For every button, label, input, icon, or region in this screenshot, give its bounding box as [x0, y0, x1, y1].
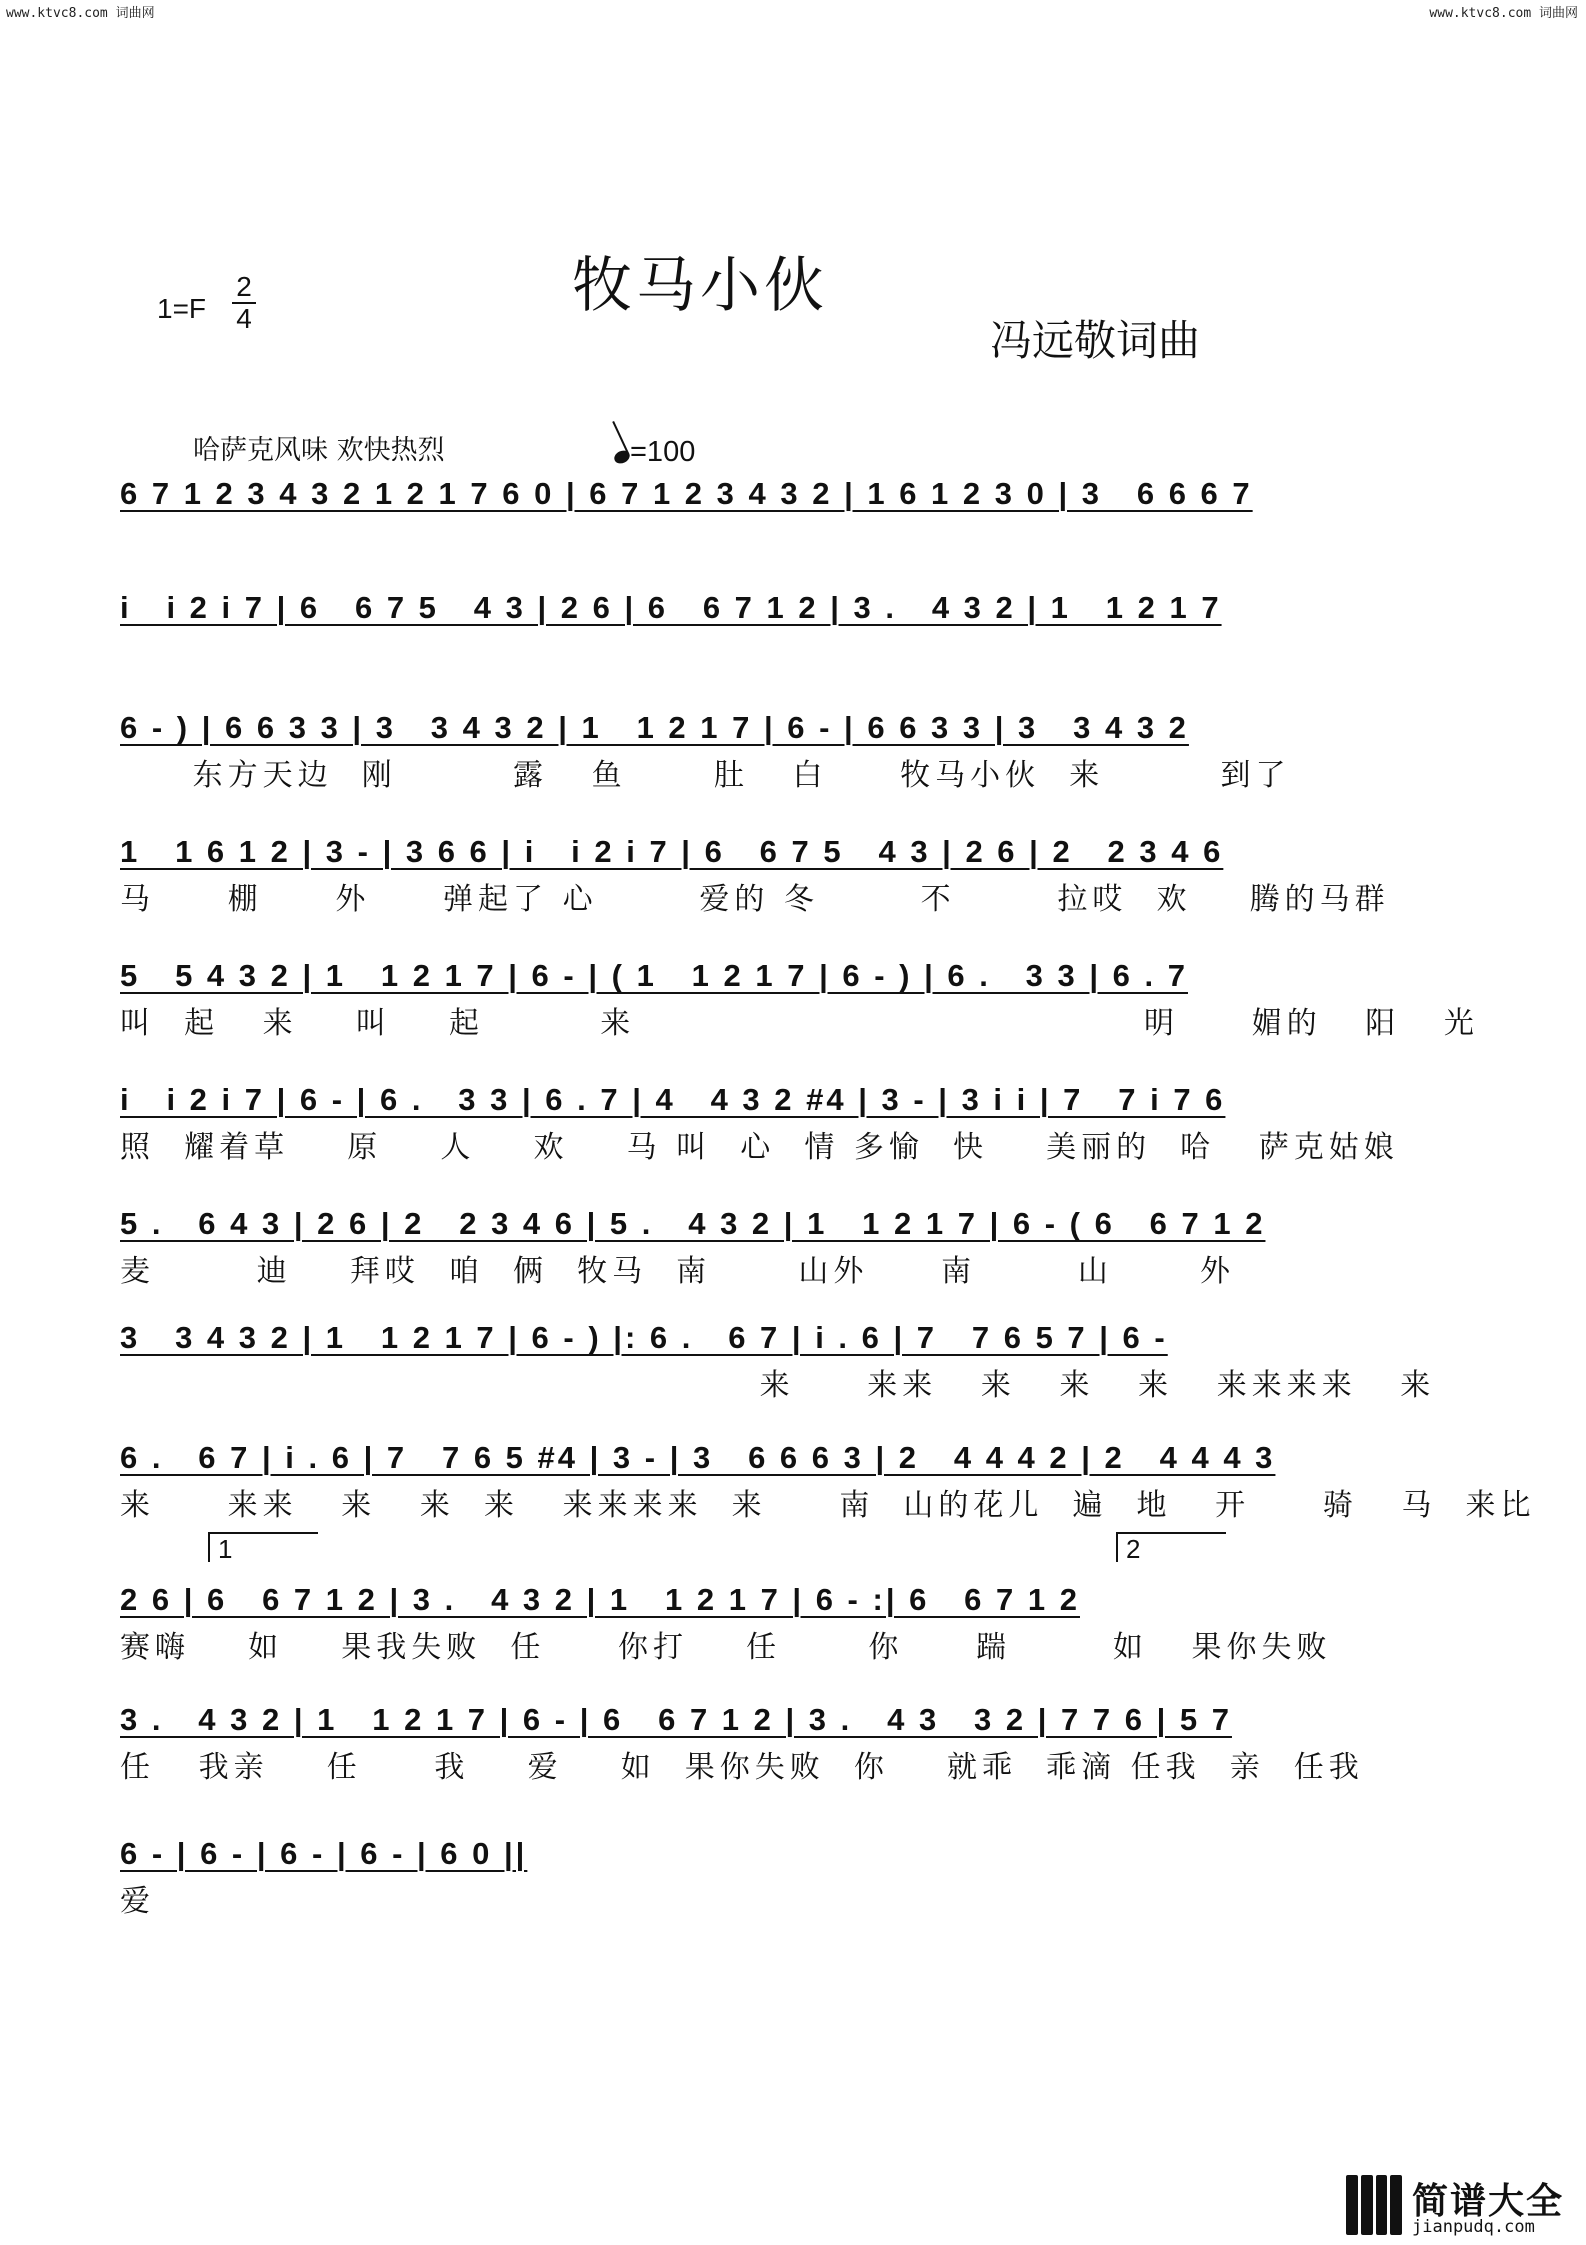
lyric-line: 赛嗨 如 果我失败 任 你打 任 你 踹 如 果你失败 [120, 1630, 1332, 1665]
score-title: 牧马小伙 [572, 251, 828, 321]
notation-line: i i 2 i 7 | 6 - | 6 . 3 3 | 6 . 7 | 4 4 3 2 #4 | 3 - | 3 i i | 7 7 i 7 6 [120, 1082, 1226, 1117]
logo-url: jianpudq.com [1412, 2217, 1535, 2237]
notation-line: 6 7 1 2 3 4 3 2 1 2 1 7 6 0 | 6 7 1 2 3 4 3 2 | 1 6 1 2 3 0 | 3 6 6 6 7 [120, 476, 1253, 511]
notation-line: 6 . 6 7 | i . 6 | 7 7 6 5 #4 | 3 - | 3 6 6 6 3 | 2 4 4 4 2 | 2 4 4 4 3 [120, 1440, 1276, 1475]
quarter-note-icon [612, 448, 632, 466]
score-row [120, 1202, 1410, 1292]
score-row [120, 1698, 1410, 1788]
logo-name: 简谱大全 [1412, 2181, 1565, 2222]
lyric-line: 叫 起 来 叫 起 来 明 媚的 阳 光 [120, 1006, 1479, 1041]
notation-line: 3 . 4 3 2 | 1 1 2 1 7 | 6 - | 6 6 7 1 2 | 3 . 4 3 3 2 | 7 7 6 | 5 7 [120, 1702, 1232, 1737]
lyric-line: 马 棚 外 弹起了 心 爱的 冬 不 拉哎 欢 腾的马群 [120, 882, 1390, 917]
lyric-line: 任 我亲 任 我 爱 如 果你失败 你 就乖 乖滴 任我 亲 任我 [120, 1750, 1364, 1785]
composer-credit: 冯远敬词曲 [990, 316, 1201, 365]
expression-marking: 哈萨克风味 欢快热烈 [193, 435, 445, 466]
piano-keys-icon [1346, 2175, 1402, 2235]
score-row [120, 1436, 1536, 1526]
score-row [120, 1578, 1410, 1668]
score-row [120, 830, 1410, 920]
notation-line: 6 - ) | 6 6 3 3 | 3 3 4 3 2 | 1 1 2 1 7 | 6 - | 6 6 3 3 | 3 3 4 3 2 [120, 710, 1189, 745]
notation-line: 1 1 6 1 2 | 3 - | 3 6 6 | i i 2 i 7 | 6 6 7 5 4 3 | 2 6 | 2 2 3 4 6 [120, 834, 1224, 869]
lyric-line: 麦 迪 拜哎 咱 俩 牧马 南 山外 南 山 外 [120, 1254, 1236, 1289]
notation-line: i i 2 i 7 | 6 6 7 5 4 3 | 2 6 | 6 6 7 1 2 | 3 . 4 3 2 | 1 1 2 1 7 [120, 590, 1222, 625]
score-row [120, 954, 1479, 1044]
tempo-value: =100 [630, 436, 696, 468]
notation-line: 6 - | 6 - | 6 - | 6 - | 6 0 || [120, 1836, 528, 1871]
score-row [120, 472, 1410, 562]
score-row [120, 706, 1410, 796]
first-ending-bracket: 1 [208, 1532, 318, 1562]
lyric-line: 来 来来 来 来 来 来来来来 来 南 山的花儿 遍 地 开 骑 马 来比 [120, 1488, 1536, 1523]
watermark-left: www.ktvc8.com 词曲网 [6, 6, 155, 21]
second-ending-bracket: 2 [1116, 1532, 1226, 1562]
notation-line: 2 6 | 6 6 7 1 2 | 3 . 4 3 2 | 1 1 2 1 7 | 6 - :| 6 6 7 1 2 [120, 1582, 1080, 1617]
key-signature: 1=F [157, 293, 207, 324]
lyric-line: 东方天边 刚 露 鱼 肚 白 牧马小伙 来 到了 [120, 758, 1291, 793]
score-row [120, 1832, 1410, 1922]
score-row [120, 1316, 1436, 1406]
notation-line: 3 3 4 3 2 | 1 1 2 1 7 | 6 - ) |: 6 . 6 7 | i . 6 | 7 7 6 5 7 | 6 - [120, 1320, 1168, 1355]
notation-line: 5 5 4 3 2 | 1 1 2 1 7 | 6 - | ( 1 1 2 1 7 | 6 - ) | 6 . 3 3 | 6 . 7 [120, 958, 1188, 993]
tempo-marking [614, 436, 695, 469]
site-logo [1346, 2175, 1578, 2239]
meter-bottom: 4 [236, 303, 252, 334]
notation-line: 5 . 6 4 3 | 2 6 | 2 2 3 4 6 | 5 . 4 3 2 | 1 1 2 1 7 | 6 - ( 6 6 7 1 2 [120, 1206, 1266, 1241]
score-row [120, 1078, 1410, 1168]
watermark-right: www.ktvc8.com 词曲网 [1429, 6, 1578, 21]
lyric-line [120, 636, 1410, 676]
lyric-line: 照 耀着草 原 人 欢 马 叫 心 情 多愉 快 美丽的 哈 萨克姑娘 [120, 1130, 1399, 1165]
lyric-line [120, 522, 1410, 562]
time-signature [232, 272, 256, 334]
lyric-line: 来 来来 来 来 来 来来来来 来 [120, 1368, 1436, 1403]
score-row [120, 586, 1410, 676]
lyric-line: 爱 [120, 1884, 155, 1919]
meter-top: 2 [232, 272, 256, 304]
